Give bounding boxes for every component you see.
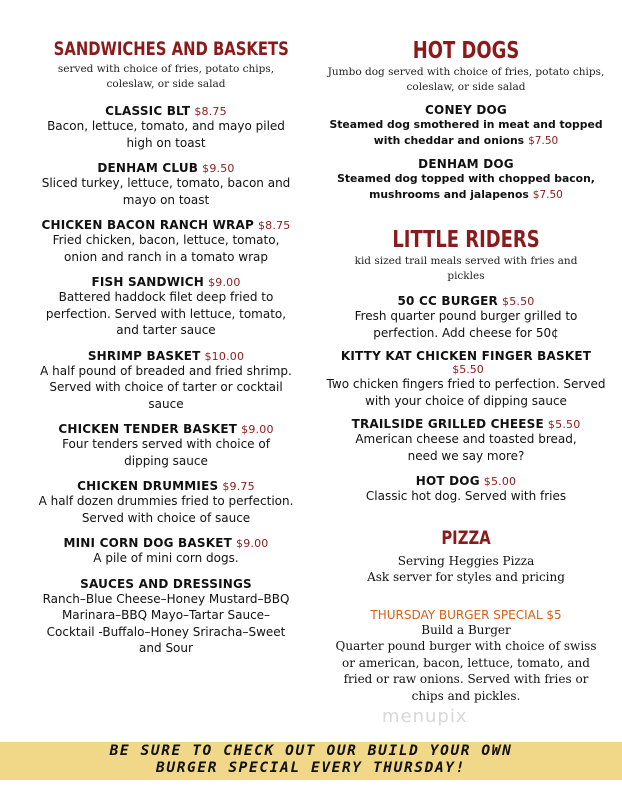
item-description: A half dozen drummies fried to perfection. Served with choice of sauce — [38, 494, 294, 525]
menu-item — [22, 479, 310, 526]
thursday-special — [322, 608, 610, 705]
menu-item — [322, 103, 610, 149]
item-name: HOT DOG — [415, 474, 480, 488]
riders-subtitle: kid sized trail meals served with fries and pickles — [354, 255, 578, 282]
pizza-line-2: Ask server for styles and pricing — [367, 570, 565, 584]
menu-item — [22, 104, 310, 151]
item-price: $9.00 — [208, 276, 241, 289]
sandwiches-subtitle: served with choice of fries, potato chips, coleslaw, or side salad — [57, 63, 275, 90]
item-description: Bacon, lettuce, tomato, and mayo piled high on toast — [47, 119, 285, 150]
item-name: CHICKEN DRUMMIES — [77, 479, 219, 493]
item-name: CHICKEN TENDER BASKET — [58, 422, 238, 436]
menu-item — [22, 218, 310, 265]
promo-banner — [0, 742, 622, 780]
item-description: Steamed dog topped with chopped bacon, mushrooms and jalapenos — [337, 172, 595, 201]
item-description: Fried chicken, bacon, lettuce, tomato, onion and ranch in a tomato wrap — [52, 233, 280, 264]
sandwiches-section — [22, 0, 310, 657]
item-description: Sliced turkey, lettuce, tomato, bacon and mayo on toast — [41, 176, 291, 207]
item-description: American cheese and toasted bread, need we say more? — [355, 432, 577, 463]
item-price: $9.50 — [202, 162, 235, 175]
item-price: $8.75 — [257, 219, 291, 232]
banner-line-1: BE SURE TO CHECK OUT OUR BUILD YOUR OWN — [109, 743, 513, 759]
item-price: $5.50 — [502, 295, 535, 308]
item-name: DENHAM CLUB — [97, 161, 199, 175]
pizza-title: PIZZA — [441, 526, 491, 549]
item-name: CHICKEN BACON RANCH WRAP — [41, 218, 254, 232]
menu-item — [322, 349, 610, 409]
item-description: Fresh quarter pound burger grilled to perfection. Add cheese for 50¢ — [354, 309, 578, 340]
special-description: Quarter pound burger with choice of swiss or american, bacon, lettuce, tomato, and fried or raw onions. Served with fries or chips and pickles. — [335, 639, 597, 703]
hotdogs-subtitle: Jumbo dog served with choice of fries, potato chips, coleslaw, or side salad — [327, 66, 605, 93]
special-line-1: Build a Burger — [421, 622, 511, 637]
pizza-line-1: Serving Heggies Pizza — [397, 553, 535, 568]
item-price: $5.50 — [547, 418, 581, 431]
item-price: $10.00 — [204, 349, 245, 363]
item-description: Classic hot dog. Served with fries — [365, 489, 567, 503]
menu-item — [322, 294, 610, 341]
item-price: $7.50 — [528, 134, 559, 147]
riders-title: LITTLE RIDERS — [392, 227, 540, 253]
item-description: Steamed dog smothered in meat and topped with cheddar and onions — [329, 118, 603, 147]
item-name: FISH SANDWICH — [91, 275, 205, 289]
menu-item — [322, 157, 610, 203]
item-price: $9.00 — [236, 537, 269, 550]
item-description: A pile of mini corn dogs. — [93, 551, 239, 565]
item-name: DENHAM DOG — [418, 157, 514, 171]
sauces-block — [22, 577, 310, 657]
menu-item — [322, 474, 610, 505]
item-description: Four tenders served with choice of dipping sauce — [62, 437, 270, 468]
item-price: $7.50 — [532, 188, 563, 201]
menu-item — [22, 161, 310, 208]
item-name: MINI CORN DOG BASKET — [63, 536, 232, 550]
banner-line-2: BURGER SPECIAL EVERY THURSDAY! — [156, 760, 466, 776]
menu-item — [22, 349, 310, 413]
sandwiches-title: SANDWICHES AND BASKETS — [53, 38, 289, 60]
sauces-title: SAUCES AND DRESSINGS — [80, 576, 252, 591]
item-name: SHRIMP BASKET — [87, 348, 201, 363]
right-column — [322, 0, 610, 704]
item-description: A half pound of breaded and fried shrimp. Served with choice of tarter or cocktail sauce — [40, 363, 292, 411]
item-name: KITTY KAT CHICKEN FINGER BASKET — [340, 349, 592, 363]
special-title: THURSDAY BURGER SPECIAL $5 — [370, 607, 562, 622]
item-price: $9.75 — [222, 480, 255, 493]
menu-item — [22, 422, 310, 469]
item-name: 50 CC BURGER — [397, 294, 498, 308]
item-price: $8.75 — [194, 105, 227, 118]
item-description: Battered haddock filet deep fried to perfection. Served with lettuce, tomato, and tarter sauce — [45, 290, 287, 337]
hotdogs-title: HOT DOGS — [412, 38, 520, 64]
item-price: $9.00 — [241, 423, 274, 436]
item-price: $5.50 — [452, 363, 484, 376]
menu-item — [322, 417, 610, 464]
item-description: Two chicken fingers fried to perfection. Served with your choice of dipping sauce — [326, 377, 606, 408]
watermark: menupix — [382, 706, 468, 727]
item-name: TRAILSIDE GRILLED CHEESE — [351, 417, 544, 431]
item-name: CONEY DOG — [425, 103, 507, 117]
item-name: CLASSIC BLT — [105, 104, 191, 118]
item-price: $5.00 — [483, 475, 517, 488]
menu-item — [22, 536, 310, 567]
menu-item — [22, 275, 310, 339]
sauces-list: Ranch–Blue Cheese–Honey Mustard–BBQ Marinara–BBQ Mayo–Tartar Sauce–Cocktail -Buffalo–Honey Sriracha–Sweet and Sour — [42, 591, 290, 655]
